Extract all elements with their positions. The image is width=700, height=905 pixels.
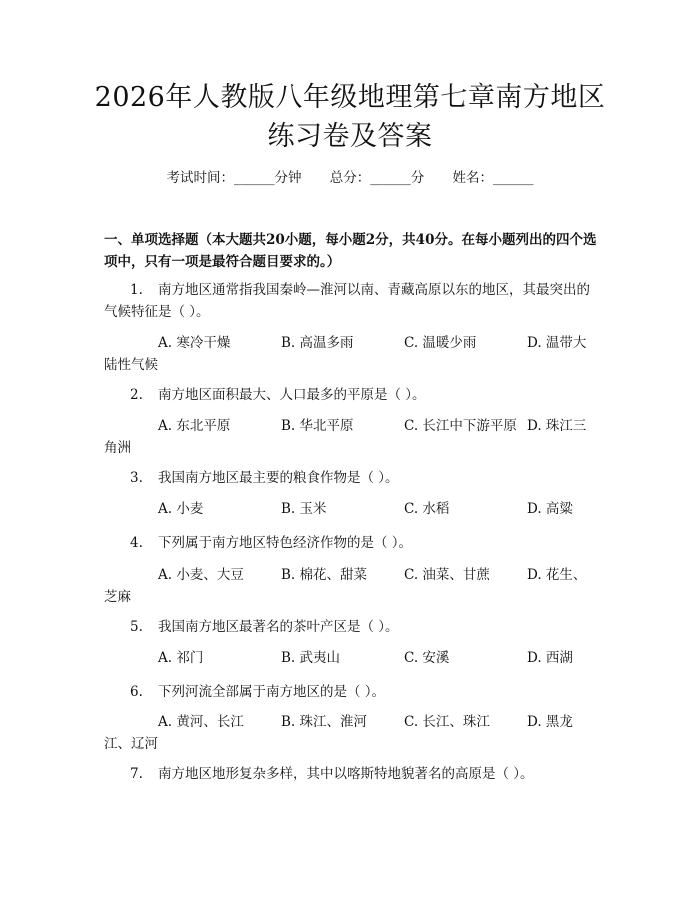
option-a: A. 寒冷干燥 bbox=[158, 335, 231, 351]
question-6 bbox=[104, 681, 598, 703]
option-d: D. 花生、 bbox=[527, 567, 587, 583]
question-number: 4. bbox=[130, 535, 143, 551]
question-text: 我国南方地区最著名的茶叶产区是（ ）。 bbox=[158, 619, 399, 635]
option-d-continued: 陆性气候 bbox=[104, 357, 158, 373]
option-a: A. 东北平原 bbox=[158, 418, 231, 434]
option-d-continued: 江、辽河 bbox=[104, 736, 158, 752]
exam-meta bbox=[0, 168, 700, 188]
question-text: 我国南方地区最主要的粮食作物是（ ）。 bbox=[158, 470, 399, 486]
option-d: D. 高粱 bbox=[527, 501, 573, 517]
total-score-field: 总分：______分 bbox=[329, 170, 425, 186]
question-3 bbox=[104, 467, 598, 489]
question-text: 南方地区地形复杂多样，其中以喀斯特地貌著名的高原是（ ）。 bbox=[158, 766, 534, 782]
option-a: A. 小麦、大豆 bbox=[158, 567, 244, 583]
option-c: C. 温暖少雨 bbox=[404, 335, 477, 351]
question-1 bbox=[104, 279, 598, 323]
page-title: 2026年人教版八年级地理第七章南方地区练习卷及答案 bbox=[94, 82, 606, 152]
question-text: 南方地区通常指我国秦岭—淮河以南、青藏高原以东的地区，其最突出的气候特征是（ ）。 bbox=[104, 282, 590, 320]
option-b: B. 棉花、甜菜 bbox=[281, 567, 368, 583]
option-c: C. 长江、珠江 bbox=[404, 714, 490, 730]
question-text: 下列河流全部属于南方地区的是（ ）。 bbox=[158, 684, 386, 700]
question-5 bbox=[104, 616, 598, 638]
question-text: 下列属于南方地区特色经济作物的是（ ）。 bbox=[158, 535, 413, 551]
question-number: 6. bbox=[130, 684, 143, 700]
option-d: D. 西湖 bbox=[527, 650, 573, 666]
section-heading: 一、单项选择题（本大题共20小题，每小题2分，共40分。在每小题列出的四个选项中，只有一项是最符合题目要求的。） bbox=[104, 232, 597, 270]
question-2-options bbox=[104, 415, 598, 459]
question-6-options bbox=[104, 711, 598, 755]
question-number: 1. bbox=[130, 282, 143, 298]
option-c: C. 长江中下游平原 bbox=[404, 418, 517, 434]
question-7 bbox=[104, 763, 598, 785]
option-b: B. 玉米 bbox=[281, 501, 327, 517]
question-4-options bbox=[104, 564, 598, 608]
option-d: D. 黑龙 bbox=[527, 714, 573, 730]
option-c: C. 安溪 bbox=[404, 650, 450, 666]
question-number: 5. bbox=[130, 619, 143, 635]
option-b: B. 高温多雨 bbox=[281, 335, 354, 351]
question-1-options bbox=[104, 332, 598, 376]
question-5-options bbox=[104, 647, 598, 669]
option-d: D. 温带大 bbox=[527, 335, 587, 351]
question-2 bbox=[104, 384, 598, 406]
option-d-continued: 角洲 bbox=[104, 440, 131, 456]
option-b: B. 珠江、淮河 bbox=[281, 714, 368, 730]
question-4 bbox=[104, 532, 598, 554]
option-a: A. 祁门 bbox=[158, 650, 204, 666]
question-number: 2. bbox=[130, 387, 143, 403]
option-d-continued: 芝麻 bbox=[104, 589, 131, 605]
option-a: A. 小麦 bbox=[158, 501, 204, 517]
student-name-field: 姓名：______ bbox=[452, 170, 534, 186]
option-a: A. 黄河、长江 bbox=[158, 714, 244, 730]
option-c: C. 油菜、甘蔗 bbox=[404, 567, 490, 583]
option-c: C. 水稻 bbox=[404, 501, 450, 517]
option-d: D. 珠江三 bbox=[527, 418, 587, 434]
question-number: 7. bbox=[130, 766, 143, 782]
option-b: B. 武夷山 bbox=[281, 650, 341, 666]
question-3-options bbox=[104, 498, 598, 520]
question-text: 南方地区面积最大、人口最多的平原是（ ）。 bbox=[158, 387, 426, 403]
option-b: B. 华北平原 bbox=[281, 418, 354, 434]
exam-time-field: 考试时间：______分钟 bbox=[166, 170, 302, 186]
question-number: 3. bbox=[130, 470, 143, 486]
